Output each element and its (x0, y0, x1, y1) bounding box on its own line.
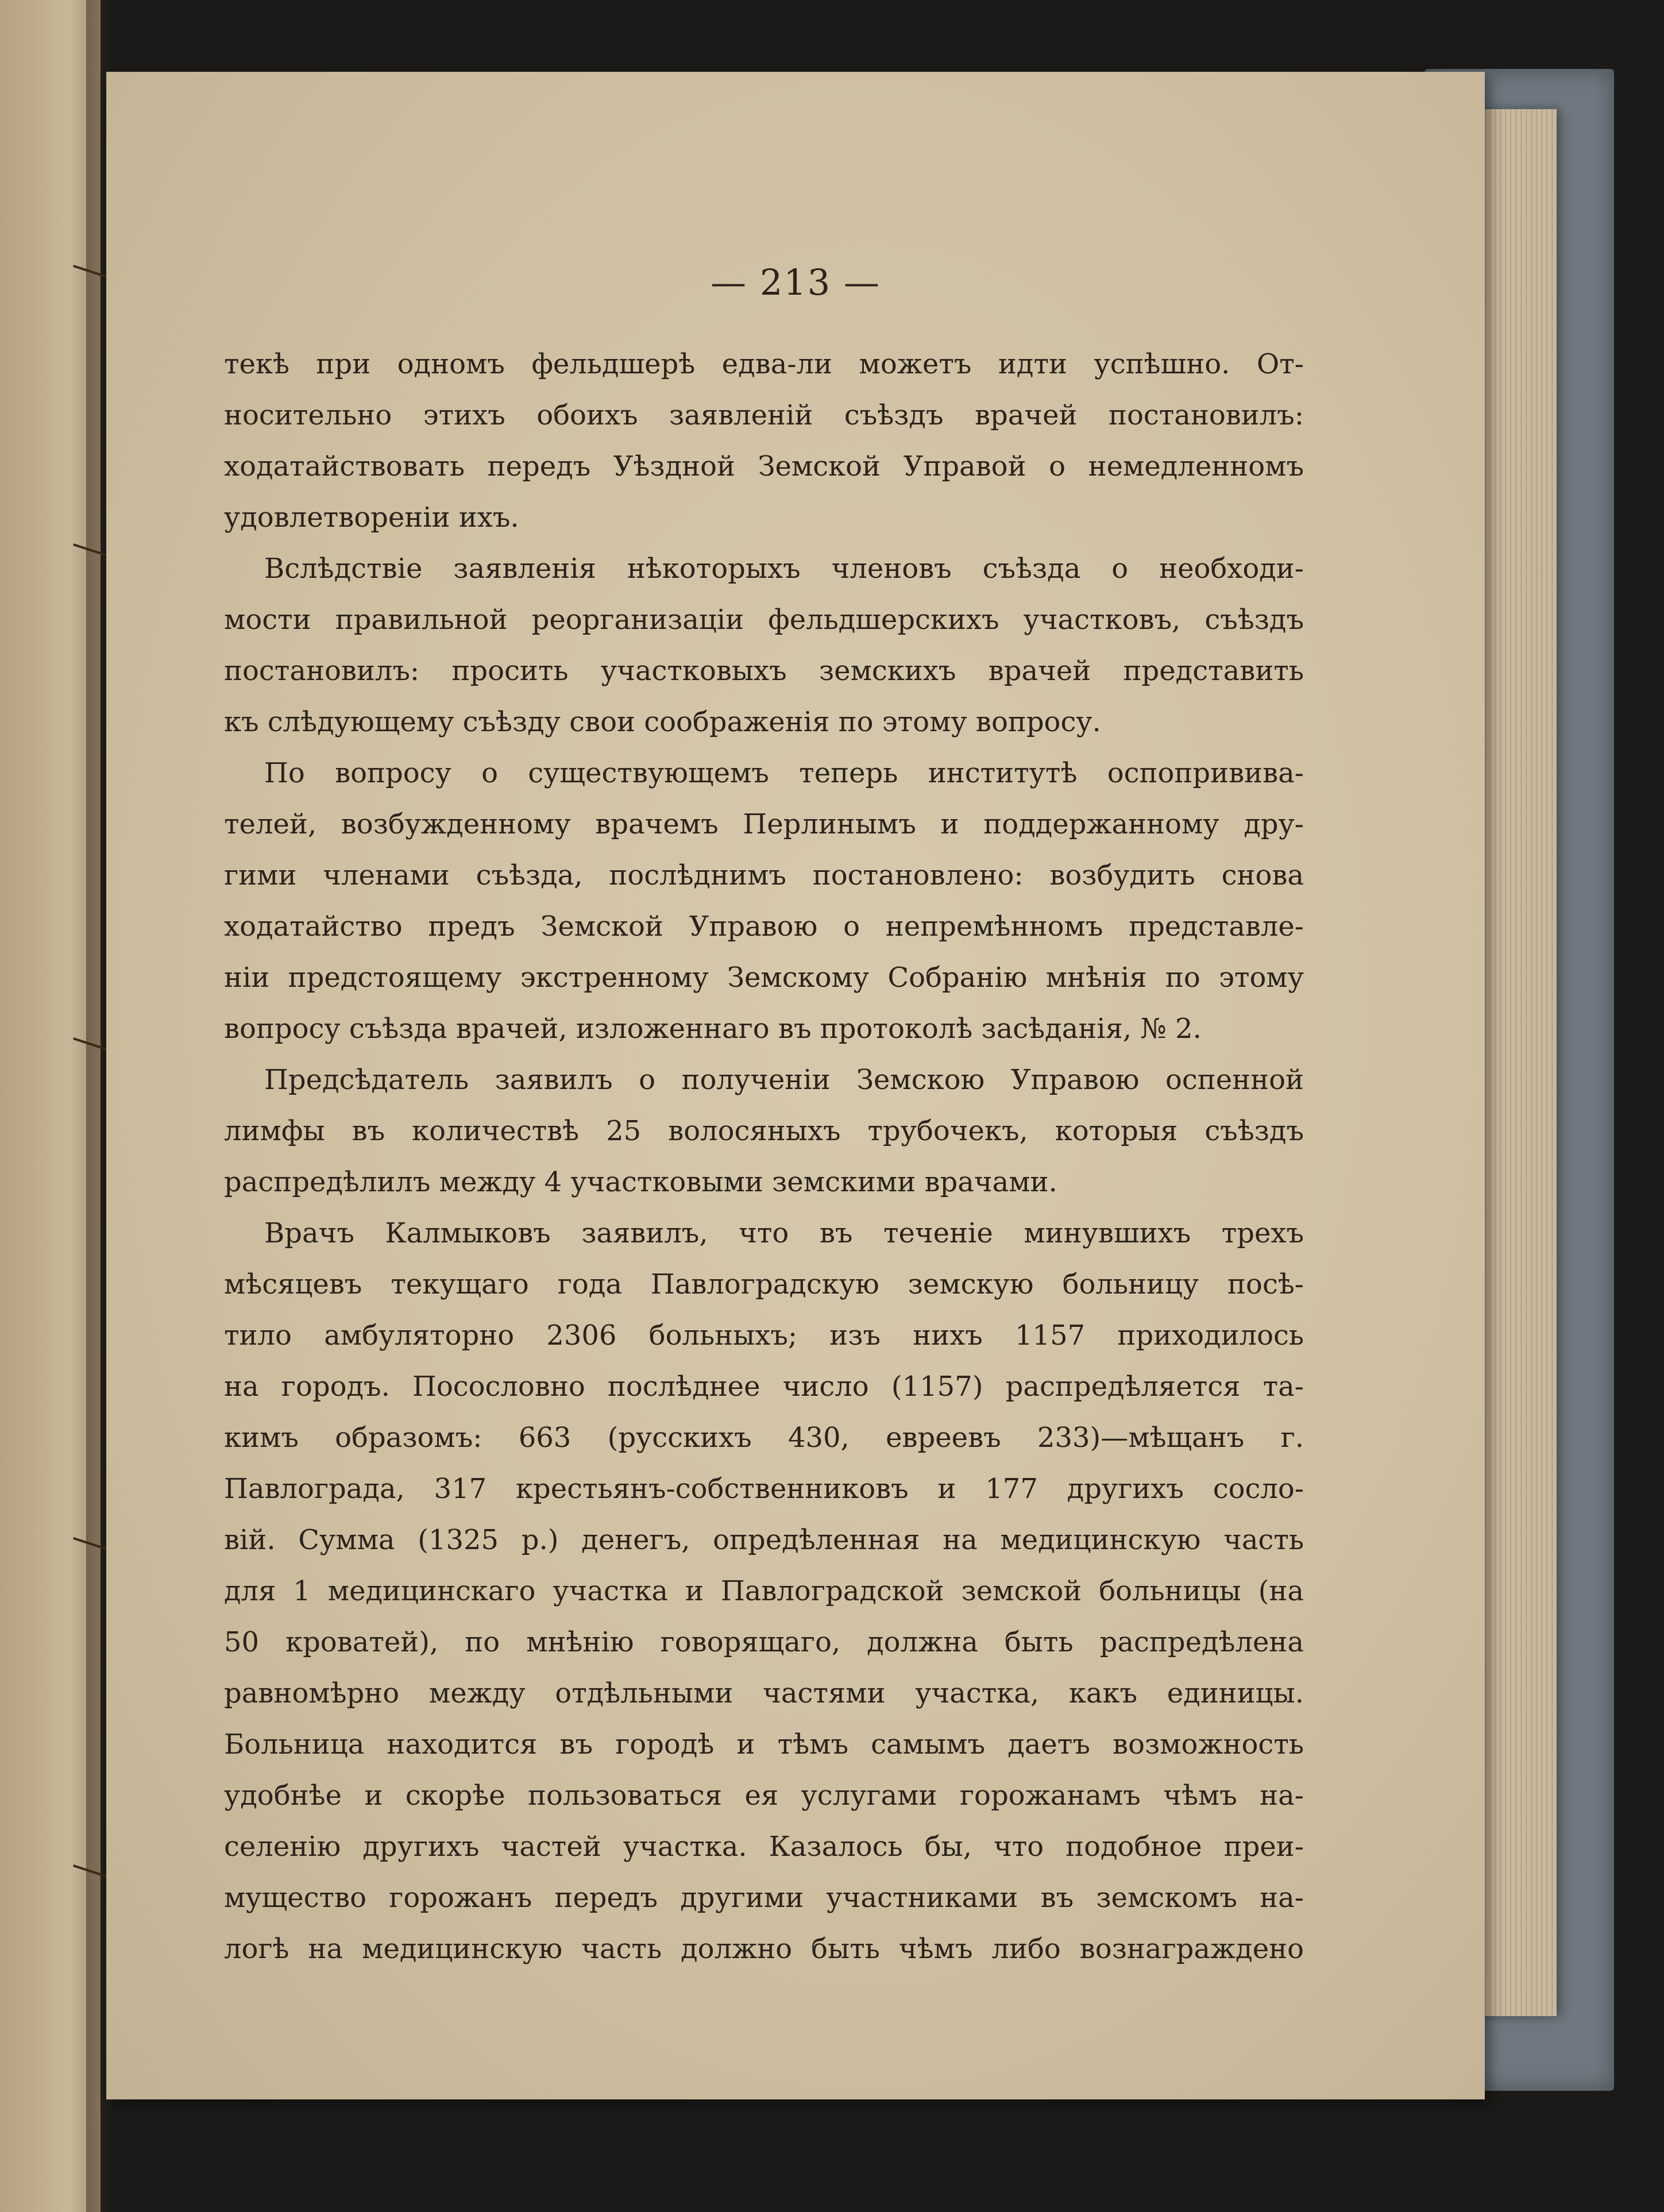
text-line: на городъ. Посословно послѣднее число (1157) распредѣляется та- (224, 1371, 1304, 1403)
text-line: Врачъ Калмыковъ заявилъ, что въ теченіе минувшихъ трехъ (264, 1217, 1304, 1249)
body-text (224, 339, 1304, 1975)
text-line: тило амбуляторно 2306 больныхъ; изъ нихъ 1157 приходилось (224, 1319, 1304, 1352)
text-line: къ слѣдующему съѣзду свои соображенія по этому вопросу. (224, 706, 1101, 738)
text-line: 50 кроватей), по мнѣнію говорящаго, должна быть распредѣлена (224, 1626, 1304, 1658)
text-line: кимъ образомъ: 663 (русскихъ 430, евреевъ 233)—мѣщанъ г. (224, 1422, 1304, 1454)
text-line: текѣ при одномъ фельдшерѣ едва-ли можетъ идти успѣшно. От- (224, 348, 1304, 380)
text-line: удобнѣе и скорѣе пользоваться ея услугами горожанамъ чѣмъ на- (224, 1779, 1304, 1812)
text-line: постановилъ: просить участковыхъ земскихъ врачей представить (224, 655, 1304, 687)
text-line: По вопросу о существующемъ теперь институтѣ оспопрививa- (264, 757, 1304, 789)
text-line: для 1 медицинскаго участка и Павлоградской земской больницы (на (224, 1575, 1304, 1607)
text-line: ходатайство предъ Земской Управою о непремѣнномъ представле- (224, 910, 1304, 943)
text-line: носительно этихъ обоихъ заявленій съѣздъ врачей постановилъ: (224, 399, 1304, 431)
text-line: Павлограда, 317 крестьянъ-собственниковъ и 177 другихъ сосло- (224, 1473, 1304, 1505)
text-line: ніи предстоящему экстренному Земскому Собранію мнѣнія по этому (224, 962, 1304, 994)
text-line: мости правильной реорганизаціи фельдшерскихъ участковъ, съѣздъ (224, 604, 1304, 636)
text-line: равномѣрно между отдѣльными частями участка, какъ единицы. (224, 1677, 1304, 1709)
adjacent-left-page (0, 0, 101, 2212)
text-line: Больница находится въ городѣ и тѣмъ самымъ даетъ возможность (224, 1728, 1304, 1761)
text-line: телей, возбужденному врачемъ Перлинымъ и поддержанному дру- (224, 808, 1304, 840)
text-line: вопросу съѣзда врачей, изложеннаго въ протоколѣ засѣданія, № 2. (224, 1013, 1202, 1045)
text-line: селенію другихъ частей участка. Казалось бы, что подобное преи- (224, 1831, 1304, 1863)
text-line: гими членами съѣзда, послѣднимъ постановлено: возбудить снова (224, 859, 1304, 891)
page-number: — 213 — (711, 261, 881, 303)
text-line: распредѣлилъ между 4 участковыми земскими врачами. (224, 1166, 1057, 1198)
text-line: мущество горожанъ передъ другими участниками въ земскомъ на- (224, 1882, 1304, 1914)
text-line: лимфы въ количествѣ 25 волосяныхъ трубочекъ, которыя съѣздъ (224, 1115, 1304, 1147)
text-line: вій. Сумма (1325 р.) денегъ, опредѣленная на медицинскую часть (224, 1524, 1304, 1556)
text-line: логѣ на медицинскую часть должно быть чѣмъ либо вознаграждено (224, 1933, 1304, 1965)
text-line: Вслѣдствіе заявленія нѣкоторыхъ членовъ съѣзда о необходи- (264, 553, 1304, 585)
text-line: ходатайствовать передъ Уѣздной Земской Управой о немедленномъ (224, 450, 1304, 482)
text-line: удовлетвореніи ихъ. (224, 501, 519, 534)
text-line: Предсѣдатель заявилъ о полученіи Земскою Управою оспенной (264, 1064, 1304, 1096)
book-page (106, 72, 1485, 2099)
text-line: мѣсяцевъ текущаго года Павлоградскую земскую больницу посѣ- (224, 1268, 1304, 1300)
